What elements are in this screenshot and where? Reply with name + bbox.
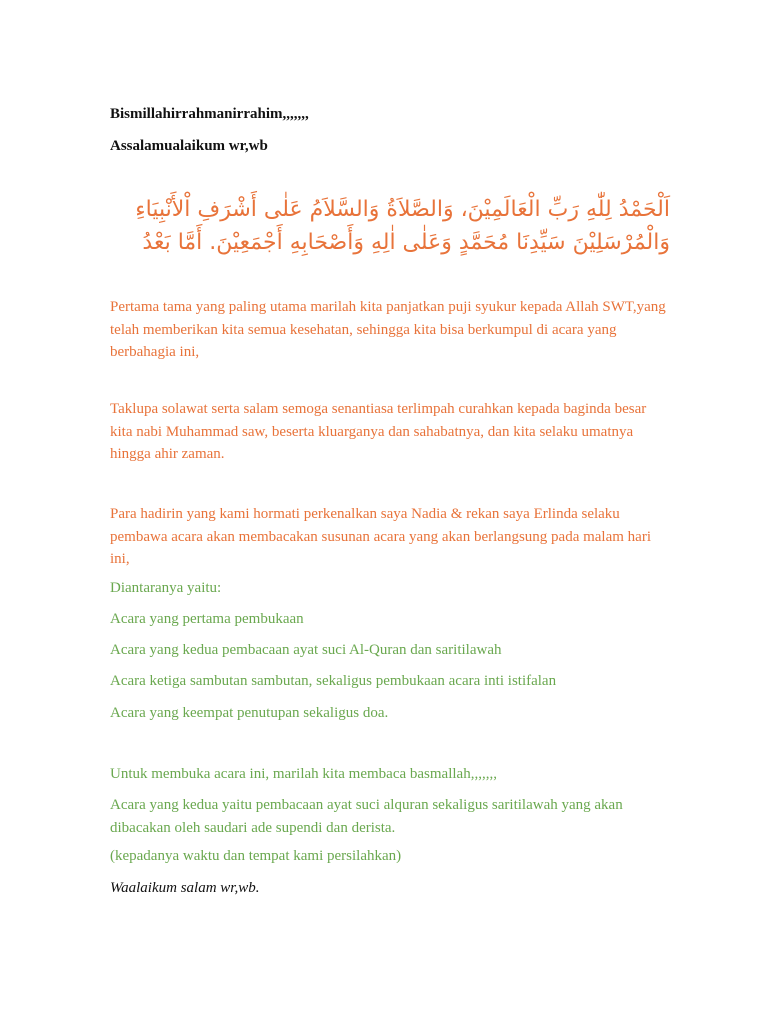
agenda-intro: Diantaranya yaitu: [110, 580, 222, 596]
agenda-item-3: Acara ketiga sambutan sambutan, sekaligus pembukaan acara inti istifalan [110, 673, 557, 689]
agenda-item-1: Acara yang pertama pembukaan [110, 611, 304, 627]
arabic-line-1: اَلْحَمْدُ لِلّٰهِ رَبِّ الْعَالَمِيْنَ، وَالصَّلاَةُ وَالسَّلاَمُ عَلٰى أَشْرَفِ اْلأَنْبِيَاءِ [135, 197, 670, 222]
paragraph-salawat: Taklupa solawat serta salam semoga senantiasa terlimpah curahkan kepada baginda besar kita nabi Muhammad saw, beserta kluarganya dan sahabatnya, dan kita selaku umatnya hingga ahir zaman. [110, 401, 647, 462]
paragraph-introduction: Para hadirin yang kami hormati perkenalkan saya Nadia & rekan saya Erlinda selaku pembawa acara akan membacakan susunan acara yang akan berlangsung pada malam hari ini, [110, 506, 651, 567]
closing-salam: Waalaikum salam wr,wb. [110, 880, 260, 896]
agenda-item-4: Acara yang keempat penutupan sekaligus doa. [110, 705, 389, 721]
greeting-bismillah: Bismillahirrahmanirrahim,,,,,,, [110, 106, 309, 122]
arabic-line-2: وَالْمُرْسَلِيْنَ سَيِّدِنَا مُحَمَّدٍ وَعَلٰى اٰلِهِ وَأَصْحَابِهِ أَجْمَعِيْنَ. أَمَّا بَعْدُ [142, 230, 670, 255]
opening-basmallah: Untuk membuka acara ini, marilah kita membaca basmallah,,,,,,, [110, 766, 497, 782]
paragraph-opening-praise: Pertama tama yang paling utama marilah kita panjatkan puji syukur kepada Allah SWT,yang telah memberikan kita semua kesehatan, sehingga kita bisa berkumpul di acara yang berbahagia ini, [110, 299, 666, 360]
opening-invitation: (kepadanya waktu dan tempat kami persilahkan) [110, 848, 402, 864]
opening-quran-reading: Acara yang kedua yaitu pembacaan ayat suci alquran sekaligus saritilawah yang akan dibacakan oleh saudari ade supendi dan derista. [110, 797, 623, 836]
greeting-salam: Assalamualaikum wr,wb [110, 138, 268, 154]
agenda-item-2: Acara yang kedua pembacaan ayat suci Al-Quran dan saritilawah [110, 642, 502, 658]
